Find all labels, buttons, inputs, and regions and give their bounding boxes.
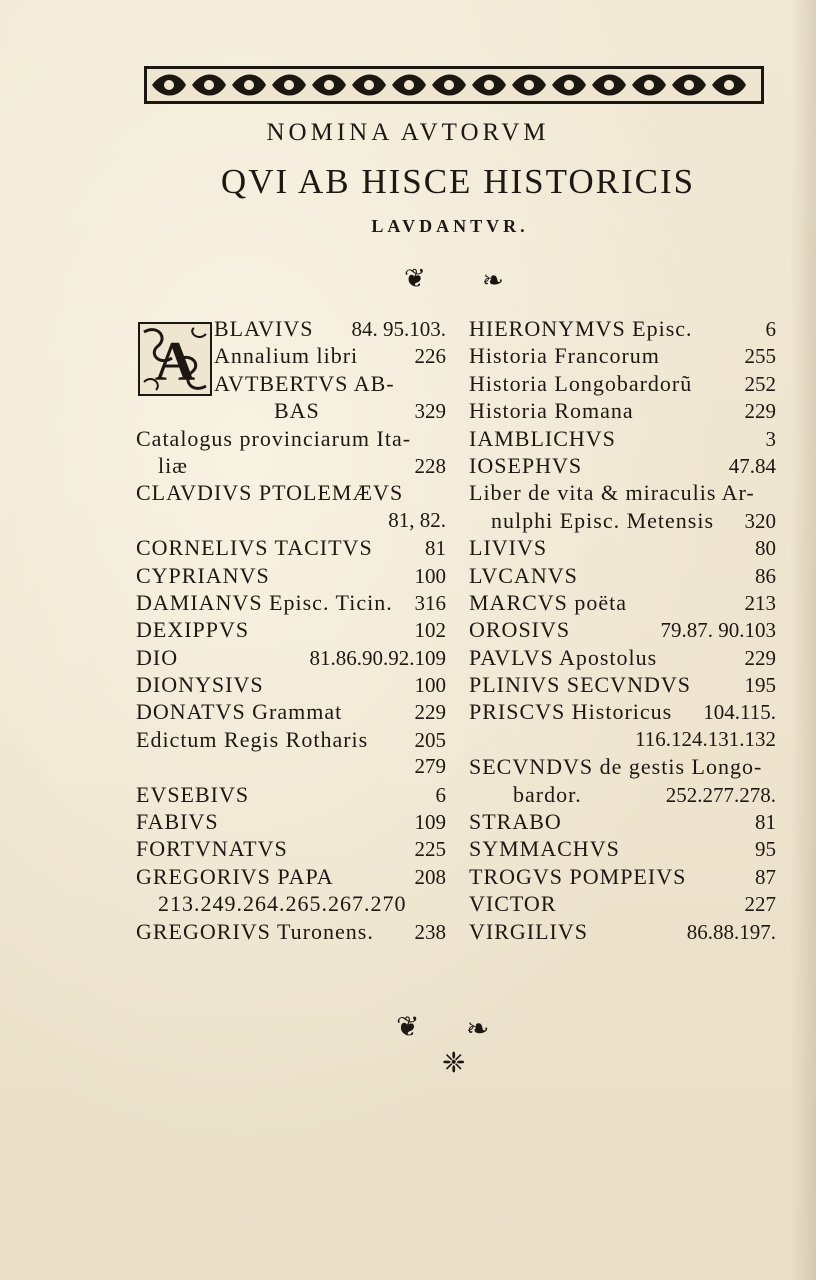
index-entry: DONATVS Grammat 229 [136,699,446,725]
decorative-headpiece [144,66,764,104]
index-entry: Historia Romana 229 [469,398,776,424]
index-entry: LVCANVS 86 [469,562,776,588]
index-entry: DEXIPPVS 102 [136,617,446,643]
fleuron-right-icon: ❧ [482,266,504,295]
index-entry: SYMMACHVS 95 [469,836,776,862]
index-entry: PAVLVS Apostolus 229 [469,644,776,670]
index-entry: LIVIVS 80 [469,535,776,561]
index-entry: bardor. 252.277.278. [513,781,776,807]
index-entry: 81, 82. [388,507,446,532]
index-entry: AVTBERTVS AB- [214,370,395,396]
index-entry: 279 [414,754,446,779]
index-entry: DIO 81.86.90.92.109 [136,644,446,670]
index-entry: TROGVS POMPEIVS 87 [469,863,776,889]
index-entry: Catalogus provinciarum Ita- [136,425,412,451]
index-entry: GREGORIVS Turonens. 238 [136,918,446,944]
fleuron-center-icon: ❈ [442,1048,466,1079]
index-entry: IOSEPHVS 47.84 [469,452,776,478]
index-entry: VICTOR 227 [469,891,776,917]
title-line-1: NOMINA AVTORVM [266,119,550,146]
index-entry: CLAVDIVS PTOLEMÆVS [136,480,404,506]
index-entry: FORTVNATVS 225 [136,836,446,862]
index-entry: SECVNDVS de gestis Longo- [469,754,763,780]
index-entry: Edictum Regis Rotharis 205 [136,726,446,752]
index-entry: MARCVS poëta 213 [469,589,776,615]
index-entry: 116.124.131.132 [635,726,776,751]
index-entry: CORNELIVS TACITVS 81 [136,535,446,561]
index-entry: CYPRIANVS 100 [136,562,446,588]
index-entry: nulphi Episc. Metensis 320 [491,507,776,533]
title-line-2: QVI AB HISCE HISTORICIS [220,162,696,201]
index-entry: HIERONYMVS Episc. 6 [469,316,776,341]
right-index-column [469,315,776,945]
index-entry: BLAVIVS 84. 95.103. [214,316,446,341]
index-entry: GREGORIVS PAPA 208 [136,863,446,889]
index-entry: 213.249.264.265.267.270 [158,891,407,917]
index-entry: Liber de vita & miraculis Ar- [469,480,755,506]
index-entry: Historia Longobardorũ 252 [469,370,776,396]
index-entry: FABIVS 109 [136,809,446,835]
index-entry: STRABO 81 [469,809,776,835]
drop-cap-letter: A [154,331,196,393]
index-entry: IAMBLICHVS 3 [469,425,776,451]
index-entry: Annalium libri 226 [214,343,446,369]
index-entry: liæ 228 [158,452,446,478]
fleuron-left-icon: ❦ [404,264,426,293]
left-index-column [136,315,446,945]
fleuron-right-icon: ❧ [466,1014,490,1045]
index-entry: PLINIVS SECVNDVS 195 [469,672,776,698]
fleuron-left-icon: ❦ [396,1012,420,1043]
index-entry: DAMIANVS Episc. Ticin. 316 [136,589,446,615]
index-entry: VIRGILIVS 86.88.197. [469,918,776,944]
index-entry: EVSEBIVS 6 [136,781,446,807]
index-entry: Historia Francorum 255 [469,343,776,369]
index-entry: OROSIVS 79.87. 90.103 [469,617,776,643]
title-line-3: LAVDANTVR. [371,216,529,236]
index-entry: DIONYSIVS 100 [136,672,446,698]
index-entry: BAS 329 [274,398,446,424]
index-entry: PRISCVS Historicus 104.115. [469,699,776,725]
